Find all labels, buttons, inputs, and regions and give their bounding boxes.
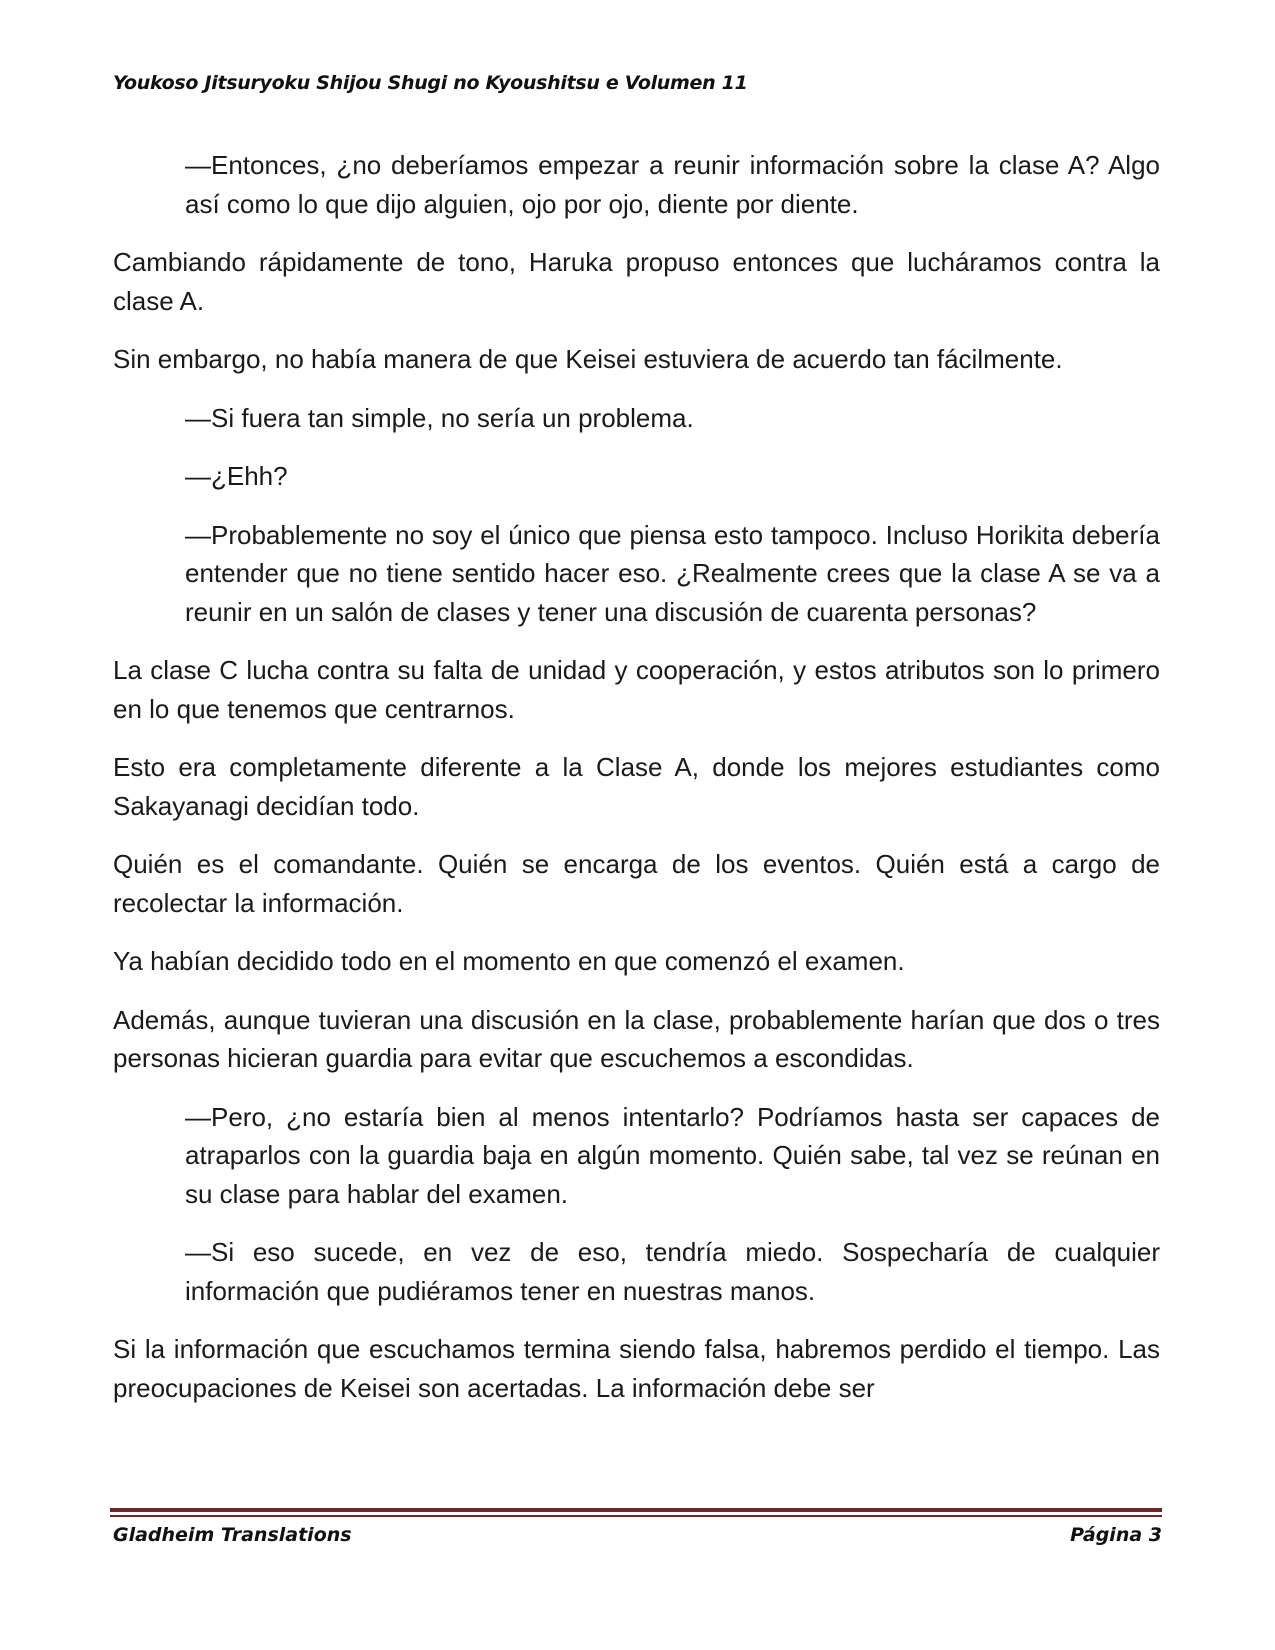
paragraph: —Si eso sucede, en vez de eso, tendría miedo. Sospecharía de cualquier información que pudiéramos tener en nuestras manos. — [185, 1237, 1160, 1306]
paragraph: —¿Ehh? — [185, 461, 288, 491]
paragraph: Si la información que escuchamos termina siendo falsa, habremos perdido el tiempo. Las preocupaciones de Keisei son acertadas. La información debe ser — [113, 1334, 1160, 1403]
paragraph: —Pero, ¿no estaría bien al menos intentarlo? Podríamos hasta ser capaces de atraparlos con la guardia baja en algún momento. Quién sabe, tal vez se reúnan en su clase para hablar del examen. — [185, 1101, 1160, 1209]
footer-credit: Gladheim Translations — [113, 1524, 352, 1546]
page-number: Página 3 — [1070, 1524, 1162, 1546]
paragraph: Cambiando rápidamente de tono, Haruka propuso entonces que lucháramos contra la clase A. — [113, 247, 1160, 316]
paragraph: —Entonces, ¿no deberíamos empezar a reunir información sobre la clase A? Algo así como lo que dijo alguien, ojo por ojo, diente por diente. — [185, 150, 1160, 219]
footer-rule-thick — [110, 1508, 1162, 1512]
footer-rule-thin — [110, 1515, 1162, 1517]
document-body — [113, 146, 1160, 1427]
paragraph: —Probablemente no soy el único que piensa esto tampoco. Incluso Horikita debería entender que no tiene sentido hacer eso. ¿Realmente crees que la clase A se va a reunir en un salón de clases y tener una discusión de cuarenta personas? — [185, 519, 1160, 627]
paragraph: La clase C lucha contra su falta de unidad y cooperación, y estos atributos son lo primero en lo que tenemos que centrarnos. — [113, 655, 1160, 724]
paragraph: Sin embargo, no había manera de que Keisei estuviera de acuerdo tan fácilmente. — [113, 344, 1063, 374]
paragraph: —Si fuera tan simple, no sería un problema. — [185, 402, 694, 433]
paragraph: Ya habían decidido todo en el momento en que comenzó el examen. — [113, 946, 905, 976]
paragraph: Además, aunque tuvieran una discusión en la clase, probablemente harían que dos o tres personas hicieran guardia para evitar que escuchemos a escondidas. — [113, 1004, 1160, 1073]
paragraph: Quién es el comandante. Quién se encarga de los eventos. Quién está a cargo de recolectar la información. — [113, 849, 1160, 918]
paragraph: Esto era completamente diferente a la Clase A, donde los mejores estudiantes como Sakayanagi decidían todo. — [113, 752, 1160, 821]
page-header-title: Youkoso Jitsuryoku Shijou Shugi no Kyoushitsu e Volumen 11 — [113, 72, 748, 94]
